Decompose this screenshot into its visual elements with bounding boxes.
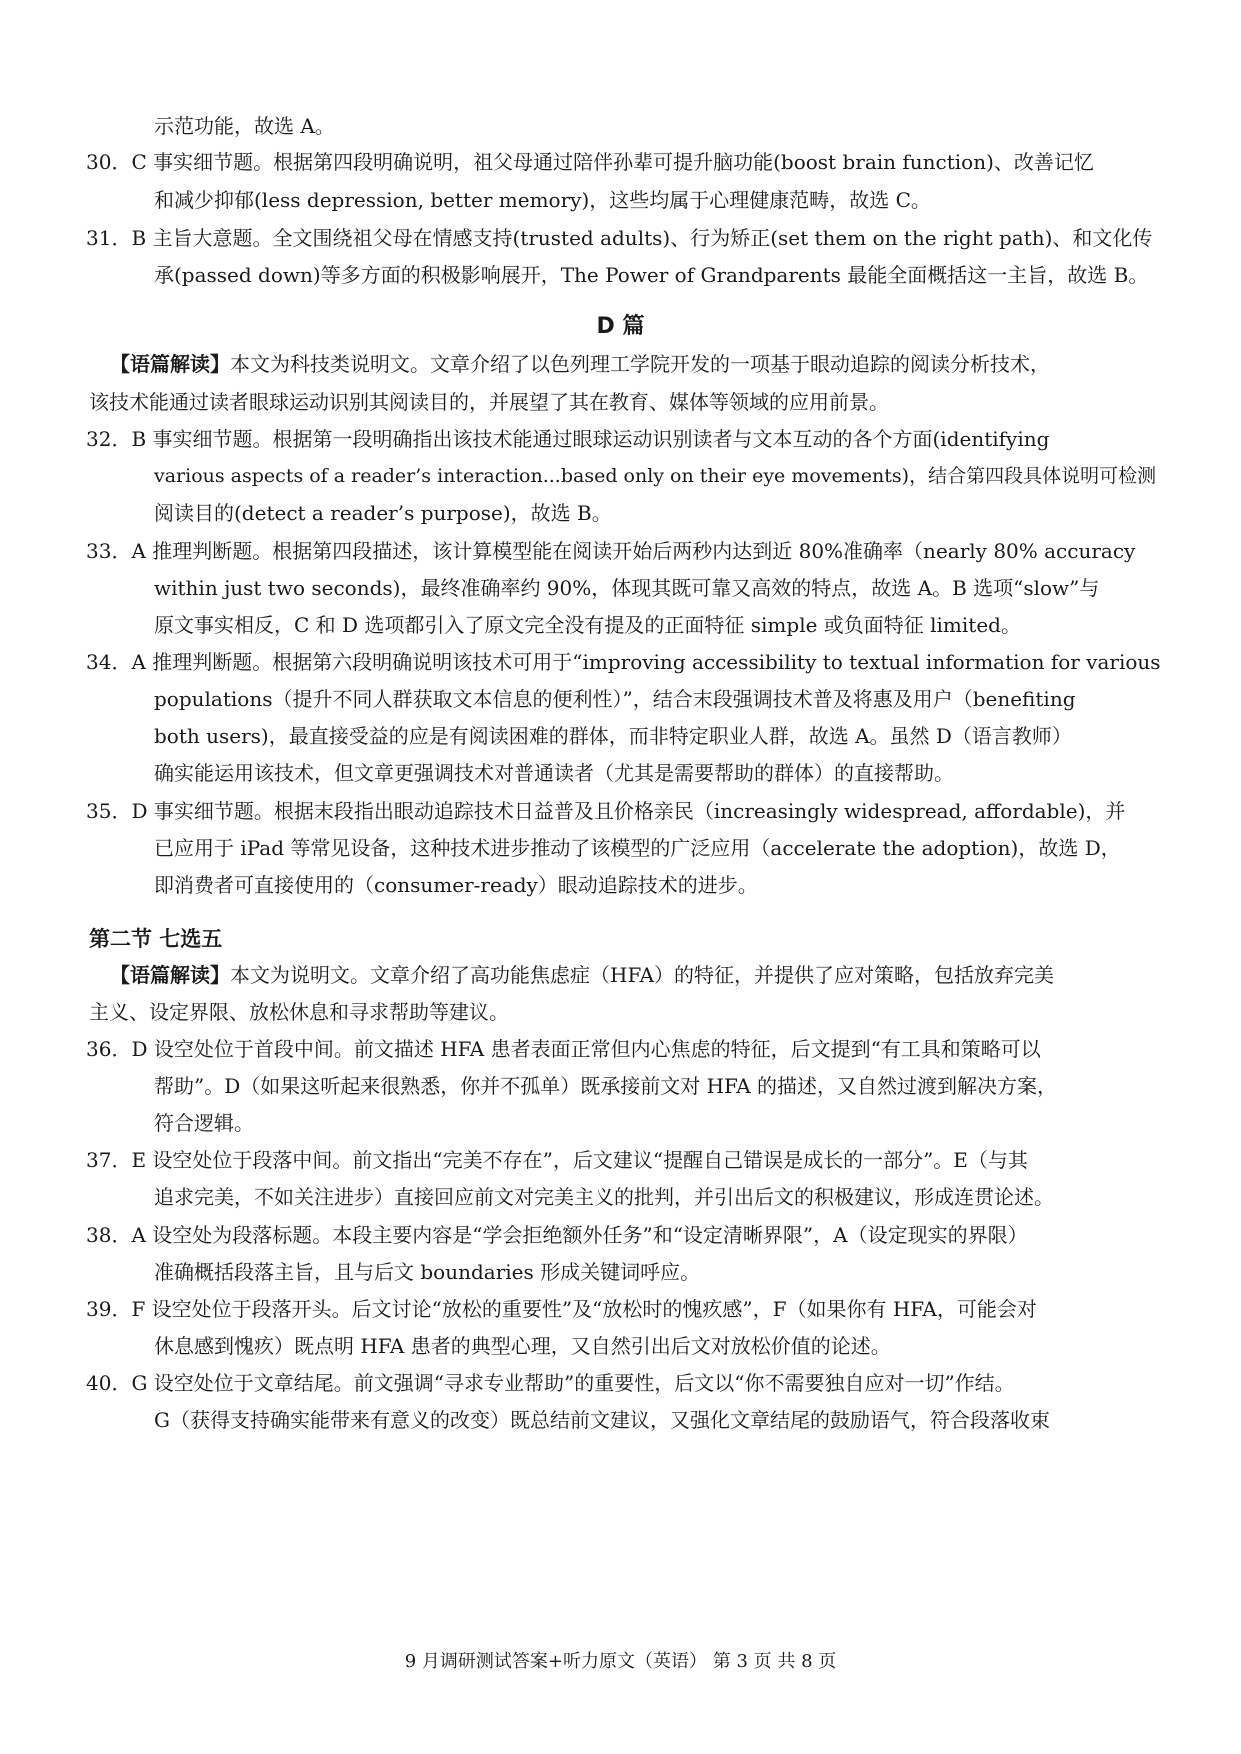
q40-line-2: G（获得支持确实能带来有意义的改变）既总结前文建议，又强化文章结尾的鼓励语气，符合段落收束: [154, 1408, 1050, 1432]
s2-intro-tag: 【语篇解读】: [110, 963, 230, 987]
q34-line-2: populations（提升不同人群获取文本信息的便利性）”，结合末段强调技术普及将惠及用户（benefiting: [154, 687, 1076, 711]
q33-line-1: 33．A 推理判断题。根据第四段描述，该计算模型能在阅读开始后两秒内达到近 80%准确率（nearly 80% accuracy: [86, 539, 1136, 563]
q29-continuation: 示范功能，故选 A。: [154, 114, 335, 138]
q34-line-1: 34．A 推理判断题。根据第六段明确说明该技术可用于“improving accessibility to textual information for various: [86, 650, 1161, 674]
q32-line-2: various aspects of a reader’s interaction...based only on their eye movements)，结合第四段具体说明可检测: [154, 465, 1157, 487]
q30-line-2: 和减少抑郁(less depression, better memory)，这些均属于心理健康范畴，故选 C。: [154, 188, 931, 212]
q38-line-2: 准确概括段落主旨，且与后文 boundaries 形成关键词呼应。: [154, 1260, 701, 1284]
q35-line-1: 35．D 事实细节题。根据末段指出眼动追踪技术日益普及且价格亲民（increasingly widespread, affordable)，并: [86, 799, 1126, 823]
s2-intro-line-1: [110, 961, 1054, 989]
q32-line-1: 32．B 事实细节题。根据第一段明确指出该技术能通过眼球运动识别读者与文本互动的各个方面(identifying: [86, 427, 1050, 451]
q33-line-3: 原文事实相反，C 和 D 选项都引入了原文完全没有提及的正面特征 simple 或负面特征 limited。: [154, 613, 1021, 637]
q31-line-1: 31．B 主旨大意题。全文围绕祖父母在情感支持(trusted adults)、行为矫正(set them on the right path)、和文化传: [86, 226, 1153, 250]
d-intro-line-1: [110, 350, 1050, 378]
s2-intro-line-2: 主义、设定界限、放松休息和寻求帮助等建议。: [89, 1000, 509, 1024]
q36-line-3: 符合逻辑。: [154, 1111, 254, 1135]
q30-line-1: 30．C 事实细节题。根据第四段明确说明，祖父母通过陪伴孙辈可提升脑功能(boost brain function)、改善记忆: [86, 150, 1094, 174]
q32-line-3: 阅读目的(detect a reader’s purpose)，故选 B。: [154, 501, 612, 525]
q37-line-1: 37．E 设空处位于段落中间。前文指出“完美不存在”，后文建议“提醒自己错误是成长的一部分”。E（与其: [86, 1148, 1028, 1172]
q34-line-3: both users)，最直接受益的应是有阅读困难的群体，而非特定职业人群，故选 A。虽然 D（语言教师）: [154, 724, 1072, 748]
q37-line-2: 追求完美，不如关注进步）直接回应前文对完美主义的批判，并引出后文的积极建议，形成连贯论述。: [154, 1185, 1054, 1209]
section-2-heading: 第二节 七选五: [89, 927, 223, 951]
q31-line-2: 承(passed down)等多方面的积极影响展开，The Power of Grandparents 最能全面概括这一主旨，故选 B。: [154, 263, 1149, 287]
q39-line-2: 休息感到愧疚）既点明 HFA 患者的典型心理，又自然引出后文对放松价值的论述。: [154, 1334, 891, 1358]
d-intro-line-2: 该技术能通过读者眼球运动识别其阅读目的，并展望了其在教育、媒体等领域的应用前景。: [89, 390, 889, 414]
q35-line-3: 即消费者可直接使用的（consumer-ready）眼动追踪技术的进步。: [154, 873, 758, 897]
q33-line-2: within just two seconds)，最终准确率约 90%，体现其既可靠又高效的特点，故选 A。B 选项“slow”与: [154, 576, 1100, 600]
d-intro-text: 本文为科技类说明文。文章介绍了以色列理工学院开发的一项基于眼动追踪的阅读分析技术，: [230, 352, 1050, 376]
q36-line-2: 帮助”。D（如果这听起来很熟悉，你并不孤单）既承接前文对 HFA 的描述，又自然过渡到解决方案，: [154, 1074, 1057, 1098]
page-footer: 9 月调研测试答案+听力原文（英语） 第 3 页 共 8 页: [404, 1651, 837, 1672]
q34-line-4: 确实能运用该技术，但文章更强调技术对普通读者（尤其是需要帮助的群体）的直接帮助。: [154, 761, 954, 785]
q38-line-1: 38．A 设空处为段落标题。本段主要内容是“学会拒绝额外任务”和“设定清晰界限”，A（设定现实的界限）: [86, 1223, 1028, 1247]
d-intro-tag: 【语篇解读】: [110, 352, 230, 376]
s2-intro-text: 本文为说明文。文章介绍了高功能焦虑症（HFA）的特征，并提供了应对策略，包括放弃完美: [230, 963, 1055, 987]
q40-line-1: 40．G 设空处位于文章结尾。前文强调“寻求专业帮助”的重要性，后文以“你不需要独自应对一切”作结。: [86, 1371, 1015, 1395]
q36-line-1: 36．D 设空处位于首段中间。前文描述 HFA 患者表面正常但内心焦虑的特征，后文提到“有工具和策略可以: [86, 1037, 1041, 1061]
q39-line-1: 39．F 设空处位于段落开头。后文讨论“放松的重要性”及“放松时的愧疚感”，F（如果你有 HFA，可能会对: [86, 1297, 1037, 1321]
q35-line-2: 已应用于 iPad 等常见设备，这种技术进步推动了该模型的广泛应用（accelerate the adoption)，故选 D，: [154, 836, 1121, 860]
section-d-title: D 篇: [596, 314, 645, 339]
